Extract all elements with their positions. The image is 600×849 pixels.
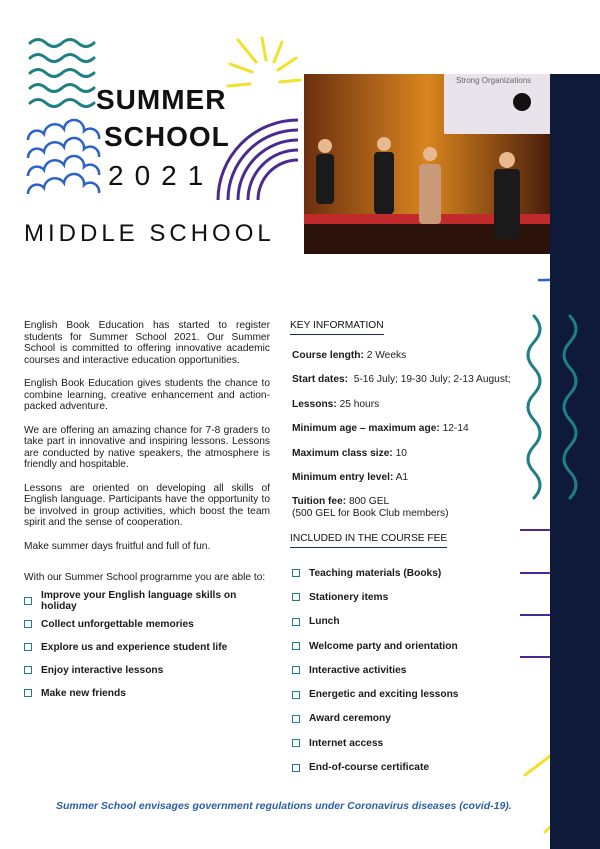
footer-note: Summer School envisages government regulations under Coronavirus diseases (covid-19). — [56, 800, 512, 812]
list-item-label: Collect unforgettable memories — [41, 618, 194, 630]
intro-paragraph: English Book Education has started to register students for Summer School 2021. Our Summer School is committed to offering innovative academic courses and interactive education opportunities. — [24, 320, 270, 366]
bullet-square-icon — [292, 569, 300, 577]
key-info-value: 12-14 — [439, 423, 469, 435]
key-info-row — [292, 423, 547, 447]
list-item-label: Teaching materials (Books) — [309, 567, 442, 579]
list-item — [292, 610, 532, 634]
purple-arcs — [218, 120, 298, 200]
intro-text — [24, 320, 270, 705]
list-item — [24, 682, 270, 705]
intro-paragraph: English Book Education gives students the chance to combine learning, creative enhancement and action-packed adventure. — [24, 378, 270, 412]
key-info-value: 25 hours — [336, 398, 380, 410]
list-item — [292, 707, 532, 731]
list-item-label: Improve your English language skills on holiday — [41, 590, 237, 612]
list-item — [292, 658, 532, 682]
classroom-photo — [304, 74, 550, 254]
key-info-row — [292, 374, 547, 398]
key-info-row — [292, 472, 547, 496]
subtitle-middle-school: MIDDLE SCHOOL — [24, 220, 275, 247]
key-info-heading: KEY INFORMATION — [290, 320, 384, 335]
list-item — [292, 634, 532, 658]
included-list — [292, 561, 532, 780]
list-item — [292, 561, 532, 585]
key-info-list — [292, 350, 547, 519]
included-heading: INCLUDED IN THE COURSE FEE — [290, 533, 447, 548]
tuition-fee-note: (500 GEL for Book Club members) — [292, 507, 449, 519]
key-info-value: 2 Weeks — [363, 350, 407, 361]
bullet-square-icon — [24, 666, 32, 674]
key-info-label: Lessons: — [292, 398, 337, 410]
tuition-fee-label: Tuition fee: — [292, 496, 347, 508]
list-item-label: Energetic and exciting lessons — [309, 689, 459, 701]
tuition-fee — [292, 496, 547, 519]
title-year: 2021 — [108, 160, 215, 191]
list-item-label: End-of-course certificate — [309, 762, 430, 774]
intro-paragraph: Lessons are oriented on developing all skills of English language. Participants have the opportunity to be involved in group activities, which boost the team spirit and the sense of cooperation. — [24, 482, 270, 528]
key-info-label: Maximum class size: — [292, 447, 393, 459]
key-info-row — [292, 350, 547, 374]
key-info-label: Start dates: — [292, 374, 349, 386]
list-item — [292, 585, 532, 609]
bullet-square-icon — [292, 593, 300, 601]
bullet-square-icon — [292, 642, 300, 650]
bullet-square-icon — [292, 715, 300, 723]
screen-text: Strong Organizations — [456, 76, 532, 85]
key-info-value: 10 — [392, 447, 407, 459]
list-item-label: Stationery items — [309, 591, 389, 603]
list-item — [24, 659, 270, 682]
key-info-label: Course length: — [292, 350, 364, 361]
bullet-square-icon — [24, 620, 32, 628]
bullet-square-icon — [292, 666, 300, 674]
list-item-label: Internet access — [309, 737, 384, 749]
list-item — [292, 731, 532, 755]
title-summer: SUMMER — [96, 84, 227, 115]
key-info-label: Minimum age – maximum age: — [292, 423, 440, 435]
intro-paragraph: We are offering an amazing chance for 7-8 graders to take part in innovative and inspiring lessons. Lessons are conducted by native speakers, the atmosphere is friendly and hospitable. — [24, 424, 270, 470]
bullet-square-icon — [292, 764, 300, 772]
list-item — [292, 755, 532, 779]
list-item-label: Lunch — [309, 616, 340, 628]
benefits-list — [24, 590, 270, 705]
bullet-square-icon — [292, 739, 300, 747]
key-info-value: 5-16 July; 19-30 July; 2-13 August; — [348, 374, 511, 386]
list-item-label: Enjoy interactive lessons — [41, 664, 164, 676]
bullet-square-icon — [24, 597, 32, 605]
list-item — [24, 636, 270, 659]
intro-paragraph: Make summer days fruitful and full of fun. — [24, 540, 211, 552]
teal-wave-lines — [30, 40, 94, 107]
blue-cloud-lines — [28, 120, 99, 194]
key-info-label: Minimum entry level: — [292, 471, 394, 483]
key-info-row — [292, 399, 547, 423]
list-item-label: Award ceremony — [309, 713, 391, 725]
list-item-label: Interactive activities — [309, 664, 407, 676]
bullet-square-icon — [24, 643, 32, 651]
list-item-label: Explore us and experience student life — [41, 641, 228, 653]
list-item — [24, 613, 270, 636]
bullet-square-icon — [292, 618, 300, 626]
intro-paragraph: With our Summer School programme you are able to: — [24, 572, 266, 583]
bullet-square-icon — [24, 689, 32, 697]
list-item — [292, 682, 532, 706]
list-item — [24, 590, 270, 613]
key-info-row — [292, 448, 547, 472]
yellow-sunburst — [228, 38, 300, 86]
key-info-value: A1 — [393, 471, 409, 483]
title-school: SCHOOL — [104, 121, 230, 152]
list-item-label: Welcome party and orientation — [309, 640, 458, 652]
tuition-fee-value: 800 GEL — [346, 496, 390, 508]
bullet-square-icon — [292, 691, 300, 699]
list-item-label: Make new friends — [41, 687, 126, 699]
